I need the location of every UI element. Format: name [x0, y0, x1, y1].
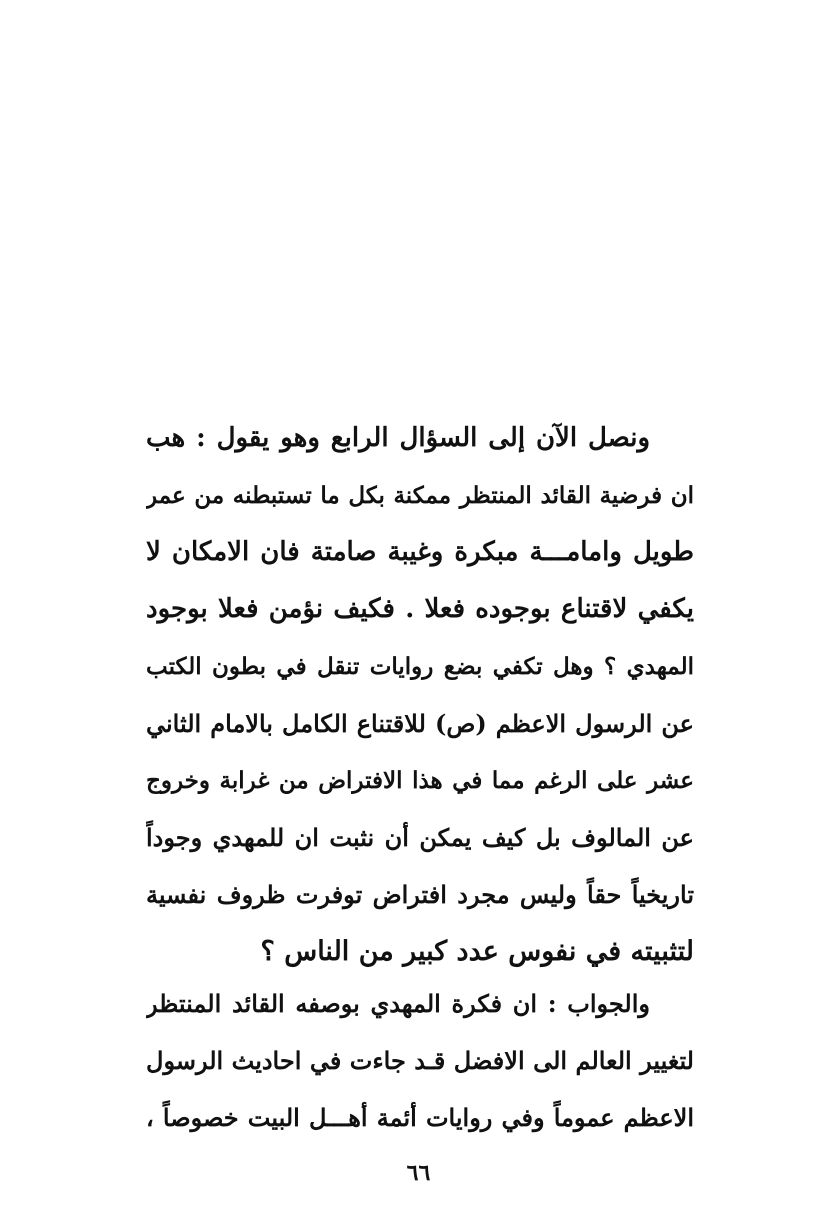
text-line: ان فرضية القائد المنتظر ممكنة بكل ما تستبطنه من عمر — [146, 482, 694, 509]
text-line: عن المالوف بل كيف يمكن أن نثبت ان للمهدي وجوداً — [146, 823, 694, 852]
text-line: لتغيير العالم الى الافضل قـد جاءت في احاديث الرسول — [146, 1046, 694, 1075]
text-line: طويل وامامـــة مبكرة وغيبة صامتة فان الامكان لا — [146, 537, 694, 567]
text-line: عشر على الرغم مما في هذا الافتراض من غرابة وخروج — [146, 767, 694, 794]
page-number: ٦٦ — [406, 1160, 431, 1186]
text-line: والجواب : ان فكرة المهدي بوصفه القائد المنتظر — [146, 989, 650, 1018]
paragraph-question — [146, 410, 694, 980]
text-line: عن الرسول الاعظم (ص) للاقتناع الكامل بالامام الثاني — [146, 709, 694, 738]
text-line: الاعظم عموماً وفي روايات أئمة أهـــل البيت خصوصاً ، — [146, 1103, 694, 1132]
paragraph-answer — [146, 975, 694, 1146]
text-line: تاريخياً حقاً وليس مجرد افتراض توفرت ظروف نفسية — [146, 880, 694, 909]
text-line: يكفي لاقتناع بوجوده فعلا . فكيف نؤمن فعلا بوجود — [146, 594, 694, 624]
text-line: المهدي ؟ وهل تكفي بضع روايات تنقل في بطون الكتب — [146, 653, 694, 680]
text-line: ونصل الآن إلى السؤال الرابع وهو يقول : هب — [146, 423, 650, 453]
text-line: لتثبيته في نفوس عدد كبير من الناس ؟ — [260, 936, 694, 967]
